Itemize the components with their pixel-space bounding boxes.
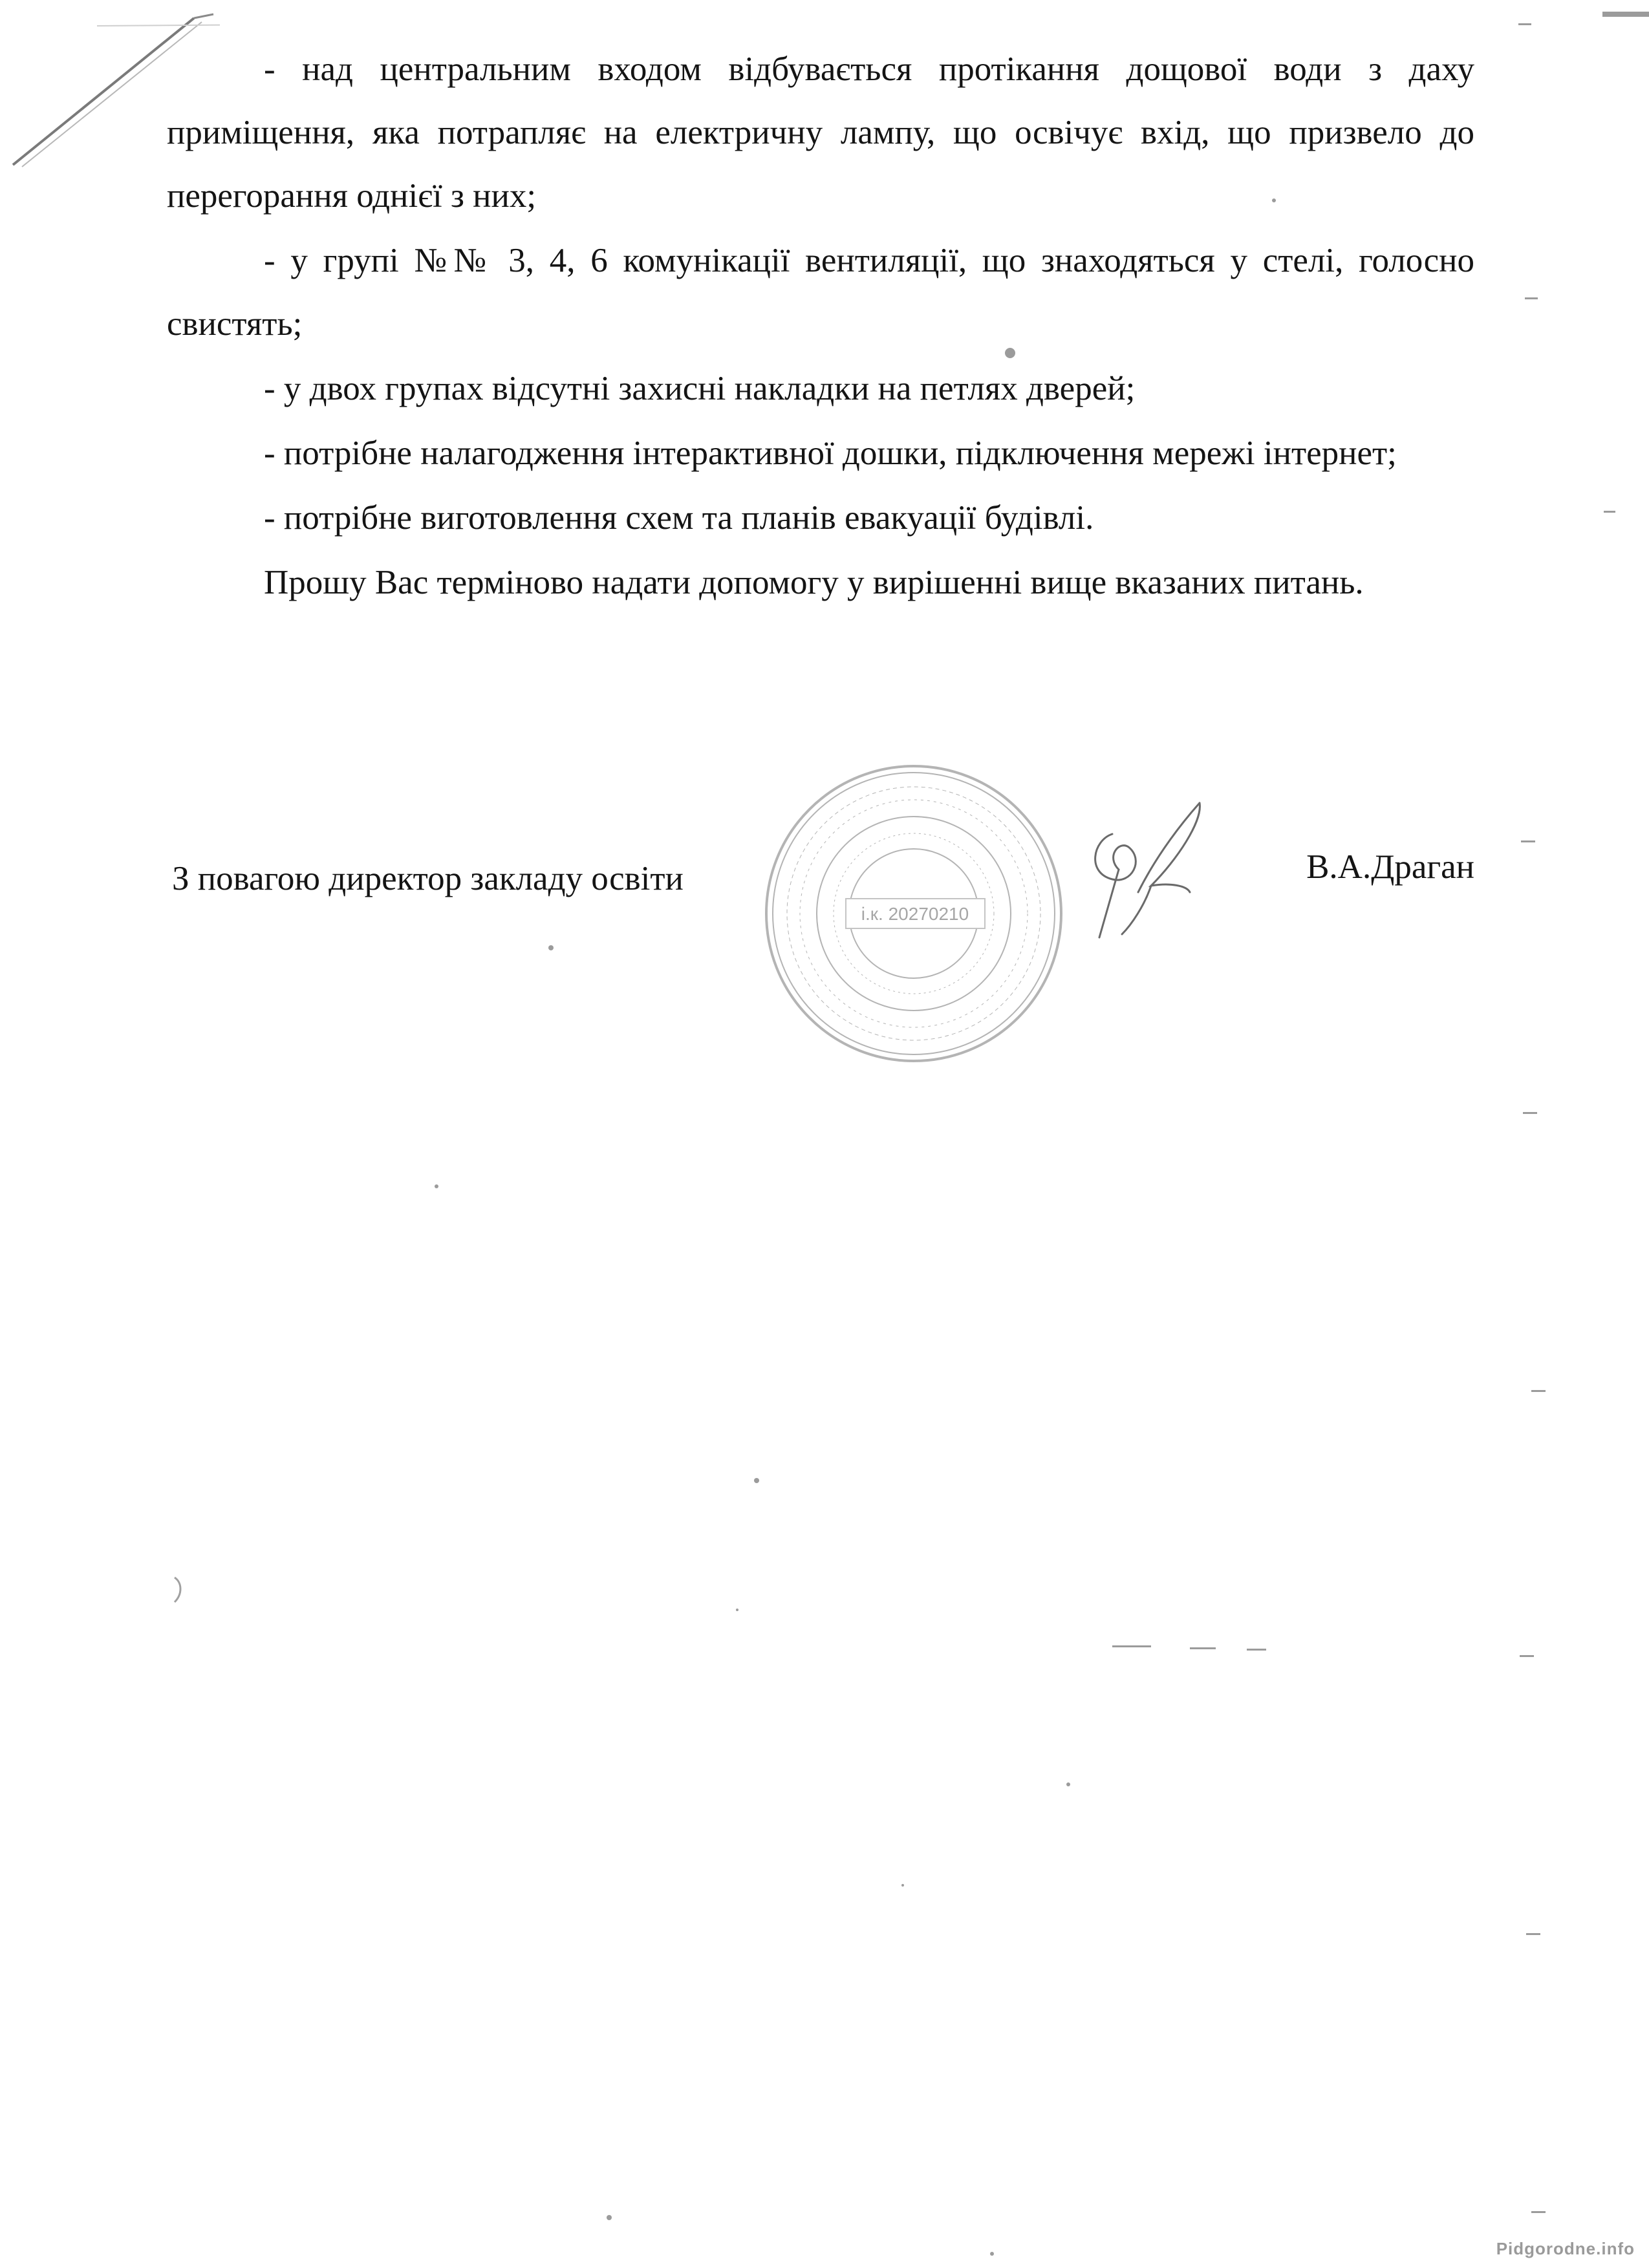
signer-name: В.А.Драган bbox=[1306, 848, 1474, 886]
paragraph-door-hinges: - у двох групах відсутні захисні накладки на петлях дверей; bbox=[264, 370, 1136, 407]
watermark-name: Pidgorodne.info bbox=[1496, 2239, 1635, 2258]
paragraph-evacuation-plans: - потрібне виготовлення схем та планів евакуації будівлі. bbox=[264, 499, 1094, 537]
stamp-code: і.к. 20270210 bbox=[861, 904, 969, 924]
paragraph-roof-leak: - над центральним входом відбувається протікання дощової води з даху приміщення, яка потрапляє на електричну лампу, що освічує вхід, що призвело до перегорання однієї з них; bbox=[167, 50, 1474, 215]
paragraph-request: Прошу Вас терміново надати допомогу у вирішенні вище вказаних питань. bbox=[264, 564, 1364, 601]
closing-text: З повагою директор закладу освіти bbox=[172, 860, 684, 897]
paragraph-interactive-board: - потрібне налагодження інтерактивної дошки, підключення мережі інтернет; bbox=[264, 434, 1397, 472]
site-watermark bbox=[1496, 2239, 1635, 2259]
paragraph-ventilation: - у групі №№ 3, 4, 6 комунікації вентиляції, що знаходяться у стелі, голосно свистять; bbox=[167, 242, 1474, 343]
